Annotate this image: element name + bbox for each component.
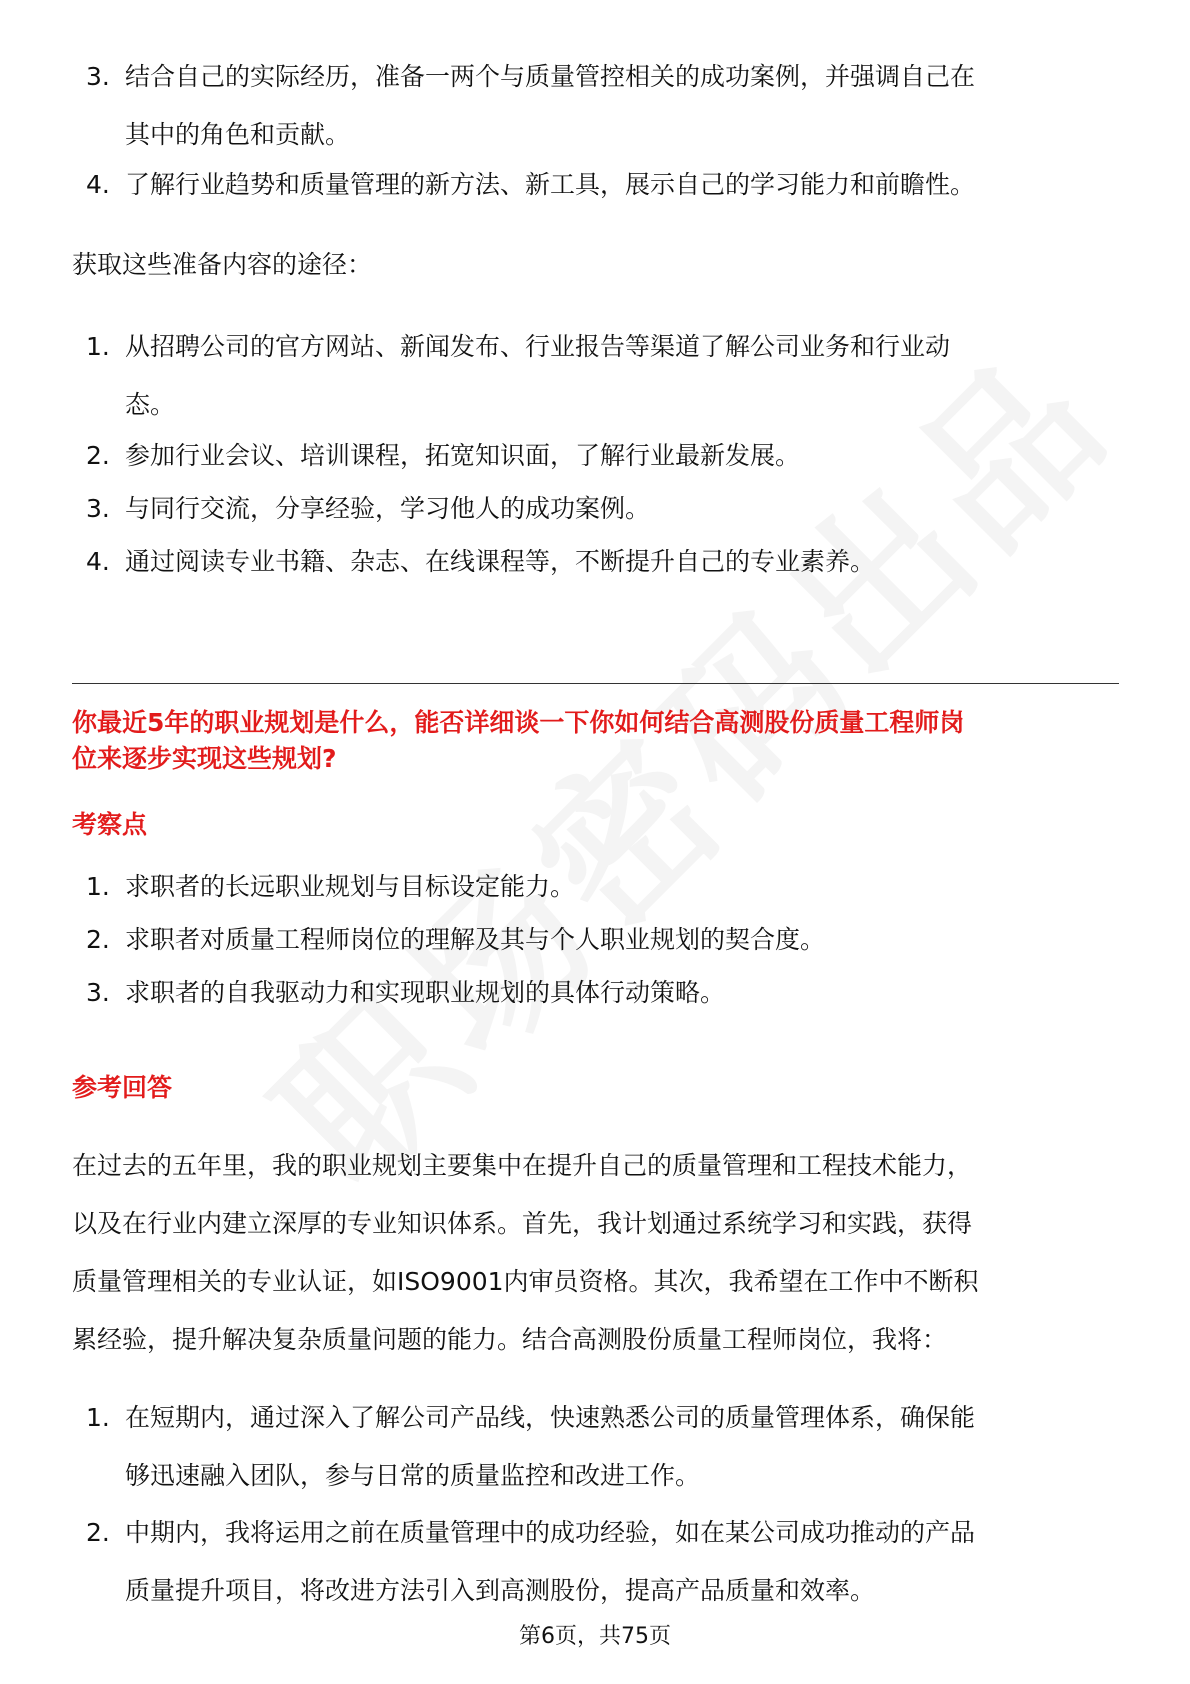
page-footer: 第6页，共75页 — [519, 1624, 671, 1649]
list-line: 与同行交流，分享经验，学习他人的成功案例。 — [125, 494, 651, 523]
list-line: 求职者的自我驱动力和实现职业规划的具体行动策略。 — [125, 978, 726, 1007]
list-line: 质量提升项目，将改进方法引入到高测股份，提高产品质量和效率。 — [125, 1576, 876, 1605]
question-line: 你最近5年的职业规划是什么，能否详细谈一下你如何结合高测股份质量工程师岗 — [72, 708, 965, 737]
list-line: 从招聘公司的官方网站、新闻发布、行业报告等渠道了解公司业务和行业动 — [125, 332, 951, 361]
list-number: 1. — [86, 872, 110, 901]
list-number: 2. — [86, 441, 110, 470]
answer-line: 质量管理相关的专业认证，如ISO9001内审员资格。其次，我希望在工作中不断积 — [72, 1267, 979, 1296]
question-heading — [72, 705, 1122, 777]
list-line: 在短期内，通过深入了解公司产品线，快速熟悉公司的质量管理体系，确保能 — [125, 1403, 976, 1432]
answer-paragraph — [72, 1137, 1122, 1369]
intro-paragraph: 获取这些准备内容的途径： — [72, 250, 373, 279]
list-number: 4. — [86, 170, 110, 199]
list-number: 4. — [86, 547, 110, 576]
list-number: 2. — [86, 925, 110, 954]
list-line: 结合自己的实际经历，准备一两个与质量管控相关的成功案例，并强调自己在 — [125, 62, 976, 91]
question-line: 位来逐步实现这些规划? — [72, 744, 337, 773]
list-number: 3. — [86, 978, 110, 1007]
list-line: 够迅速融入团队，参与日常的质量监控和改进工作。 — [125, 1461, 701, 1490]
list-number: 3. — [86, 62, 110, 91]
section-title-answer: 参考回答 — [72, 1073, 173, 1102]
list-line: 求职者的长远职业规划与目标设定能力。 — [125, 872, 576, 901]
list-line: 其中的角色和贡献。 — [125, 120, 351, 149]
list-number: 1. — [86, 332, 110, 361]
answer-line: 以及在行业内建立深厚的专业知识体系。首先，我计划通过系统学习和实践，获得 — [72, 1209, 973, 1238]
list-line: 求职者对质量工程师岗位的理解及其与个人职业规划的契合度。 — [125, 925, 826, 954]
answer-line: 在过去的五年里，我的职业规划主要集中在提升自己的质量管理和工程技术能力， — [72, 1151, 973, 1180]
section-title-check: 考察点 — [72, 810, 148, 839]
list-line: 了解行业趋势和质量管理的新方法、新工具，展示自己的学习能力和前瞻性。 — [125, 170, 976, 199]
list-line: 中期内，我将运用之前在质量管理中的成功经验，如在某公司成功推动的产品 — [125, 1518, 976, 1547]
answer-line: 累经验，提升解决复杂质量问题的能力。结合高测股份质量工程师岗位，我将： — [72, 1325, 948, 1354]
list-number: 2. — [86, 1518, 110, 1547]
list-number: 1. — [86, 1403, 110, 1432]
section-divider — [72, 683, 1119, 684]
list-line: 态。 — [125, 390, 176, 419]
list-number: 3. — [86, 494, 110, 523]
list-line: 参加行业会议、培训课程，拓宽知识面，了解行业最新发展。 — [125, 441, 801, 470]
list-line: 通过阅读专业书籍、杂志、在线课程等，不断提升自己的专业素养。 — [125, 547, 876, 576]
